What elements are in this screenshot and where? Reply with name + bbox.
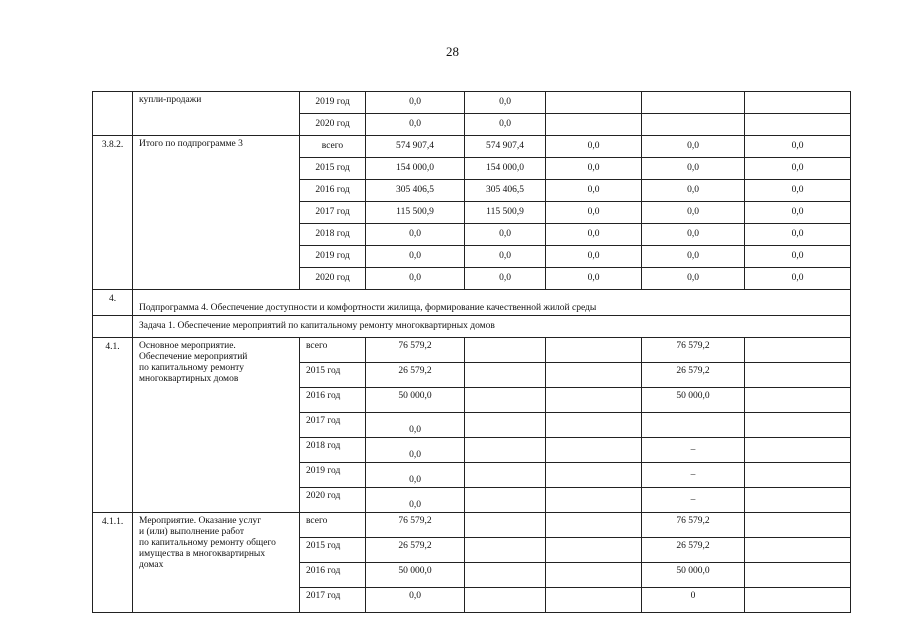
measure-name-line: Обеспечение мероприятий xyxy=(139,352,248,362)
value-cell: 76 579,2 xyxy=(642,338,745,363)
year-cell: 2019 год xyxy=(300,92,366,114)
value-cell: 0,0 xyxy=(546,224,642,246)
value-cell: 0,0 xyxy=(642,136,745,158)
year-cell: всего xyxy=(300,338,366,363)
value-cell: 0,0 xyxy=(745,268,851,290)
value-cell: – xyxy=(642,438,745,463)
value-cell: 0,0 xyxy=(642,202,745,224)
code-cell: 4.1. xyxy=(93,338,133,513)
value-cell: 0,0 xyxy=(366,588,465,613)
value-cell xyxy=(546,438,642,463)
value-cell: 50 000,0 xyxy=(366,563,465,588)
value-cell xyxy=(546,538,642,563)
value-cell: 0,0 xyxy=(366,246,465,268)
value-cell xyxy=(465,538,546,563)
value-cell xyxy=(546,488,642,513)
value-cell: 0,0 xyxy=(366,92,465,114)
value-cell: 76 579,2 xyxy=(366,513,465,538)
value-cell: 574 907,4 xyxy=(465,136,546,158)
value-cell xyxy=(642,114,745,136)
value-cell xyxy=(745,413,851,438)
table-row xyxy=(93,513,851,538)
value-cell: 0,0 xyxy=(745,202,851,224)
value-cell: 26 579,2 xyxy=(366,363,465,388)
task-title: Задача 1. Обеспечение мероприятий по капитальному ремонту многоквартирных домов xyxy=(133,316,851,338)
code-cell xyxy=(93,92,133,136)
year-cell: 2015 год xyxy=(300,363,366,388)
value-cell xyxy=(465,463,546,488)
value-cell xyxy=(546,114,642,136)
value-cell: 0,0 xyxy=(366,413,465,438)
value-cell xyxy=(745,363,851,388)
value-cell: 50 000,0 xyxy=(366,388,465,413)
value-cell: 0,0 xyxy=(642,224,745,246)
value-cell: 305 406,5 xyxy=(366,180,465,202)
year-cell: 2018 год xyxy=(300,224,366,246)
value-cell: 115 500,9 xyxy=(366,202,465,224)
value-cell xyxy=(465,338,546,363)
value-cell xyxy=(546,513,642,538)
year-cell: 2020 год xyxy=(300,268,366,290)
year-cell: 2017 год xyxy=(300,413,366,438)
value-cell xyxy=(465,363,546,388)
year-cell: 2017 год xyxy=(300,202,366,224)
year-cell: 2020 год xyxy=(300,114,366,136)
value-cell: 154 000,0 xyxy=(366,158,465,180)
value-cell xyxy=(642,413,745,438)
value-cell: 0,0 xyxy=(546,136,642,158)
value-cell: 26 579,2 xyxy=(366,538,465,563)
measure-name-line: по капитальному ремонту общего xyxy=(139,538,276,548)
table-row xyxy=(93,338,851,363)
value-cell xyxy=(745,438,851,463)
value-cell xyxy=(546,413,642,438)
value-cell: 0,0 xyxy=(366,268,465,290)
measure-name xyxy=(133,338,300,513)
table-row xyxy=(93,316,851,338)
value-cell: 26 579,2 xyxy=(642,363,745,388)
measure-name-line: домах xyxy=(139,560,164,570)
value-cell xyxy=(745,388,851,413)
value-cell: 0,0 xyxy=(745,136,851,158)
value-cell xyxy=(745,463,851,488)
value-cell: 0,0 xyxy=(366,114,465,136)
code-cell xyxy=(93,316,133,338)
value-cell: 574 907,4 xyxy=(366,136,465,158)
page-number: 28 xyxy=(446,44,459,59)
table-row xyxy=(93,290,851,316)
value-cell xyxy=(546,338,642,363)
value-cell: 26 579,2 xyxy=(642,538,745,563)
code-cell: 4. xyxy=(93,290,133,316)
measure-name-line: Мероприятие. Оказание услуг xyxy=(139,516,262,526)
code-cell: 3.8.2. xyxy=(93,136,133,290)
year-cell: 2015 год xyxy=(300,538,366,563)
value-cell xyxy=(745,114,851,136)
value-cell: 0,0 xyxy=(366,463,465,488)
measure-name-line: Основное мероприятие. xyxy=(139,341,236,351)
value-cell: 305 406,5 xyxy=(465,180,546,202)
value-cell xyxy=(465,588,546,613)
value-cell xyxy=(745,92,851,114)
measure-name-line: многоквартирных домов xyxy=(139,374,239,384)
table-row xyxy=(93,136,851,158)
year-cell: 2020 год xyxy=(300,488,366,513)
year-cell: 2019 год xyxy=(300,463,366,488)
measure-name: Итого по подпрограмме 3 xyxy=(133,136,300,290)
value-cell xyxy=(745,338,851,363)
value-cell xyxy=(465,488,546,513)
value-cell: 0,0 xyxy=(465,224,546,246)
value-cell xyxy=(465,438,546,463)
value-cell xyxy=(745,588,851,613)
value-cell: 0,0 xyxy=(465,114,546,136)
table-row xyxy=(93,92,851,114)
value-cell: 50 000,0 xyxy=(642,563,745,588)
value-cell xyxy=(546,463,642,488)
value-cell xyxy=(642,92,745,114)
value-cell: 0,0 xyxy=(366,438,465,463)
value-cell: 0,0 xyxy=(745,246,851,268)
measure-name: купли-продажи xyxy=(133,92,300,136)
value-cell xyxy=(546,388,642,413)
year-cell: 2016 год xyxy=(300,563,366,588)
value-cell: 0,0 xyxy=(642,268,745,290)
year-cell: 2015 год xyxy=(300,158,366,180)
year-cell: 2018 год xyxy=(300,438,366,463)
value-cell: 0,0 xyxy=(745,158,851,180)
value-cell xyxy=(745,513,851,538)
subprogram-title: Подпрограмма 4. Обеспечение доступности и комфортности жилища, формирование качественной жилой среды xyxy=(133,290,851,316)
value-cell: 0,0 xyxy=(745,180,851,202)
value-cell: 0,0 xyxy=(366,224,465,246)
value-cell: 0,0 xyxy=(546,246,642,268)
value-cell xyxy=(465,388,546,413)
value-cell: – xyxy=(642,463,745,488)
measure-name-line: и (или) выполнение работ xyxy=(139,527,245,537)
value-cell: 0,0 xyxy=(465,92,546,114)
value-cell: 0,0 xyxy=(546,180,642,202)
value-cell: 0,0 xyxy=(465,246,546,268)
value-cell: 154 000,0 xyxy=(465,158,546,180)
value-cell: 0,0 xyxy=(546,202,642,224)
value-cell xyxy=(546,92,642,114)
value-cell xyxy=(546,588,642,613)
measure-name xyxy=(133,513,300,613)
value-cell xyxy=(745,563,851,588)
value-cell: 0,0 xyxy=(546,268,642,290)
year-cell: 2016 год xyxy=(300,388,366,413)
value-cell: 115 500,9 xyxy=(465,202,546,224)
value-cell: 0,0 xyxy=(745,224,851,246)
value-cell: 76 579,2 xyxy=(642,513,745,538)
value-cell xyxy=(546,363,642,388)
year-cell: 2016 год xyxy=(300,180,366,202)
year-cell: 2017 год xyxy=(300,588,366,613)
value-cell: 0,0 xyxy=(465,268,546,290)
value-cell: 0,0 xyxy=(366,488,465,513)
code-cell: 4.1.1. xyxy=(93,513,133,613)
value-cell: 0,0 xyxy=(642,158,745,180)
value-cell: 0,0 xyxy=(642,246,745,268)
measure-name-line: по капитальному ремонту xyxy=(139,363,244,373)
value-cell xyxy=(745,488,851,513)
value-cell: – xyxy=(642,488,745,513)
year-cell: всего xyxy=(300,136,366,158)
value-cell: 0 xyxy=(642,588,745,613)
budget-table xyxy=(92,91,851,613)
year-cell: 2019 год xyxy=(300,246,366,268)
year-cell: всего xyxy=(300,513,366,538)
value-cell xyxy=(546,563,642,588)
value-cell: 0,0 xyxy=(546,158,642,180)
measure-name-line: имущества в многоквартирных xyxy=(139,549,266,559)
value-cell xyxy=(745,538,851,563)
value-cell xyxy=(465,563,546,588)
value-cell xyxy=(465,513,546,538)
value-cell: 0,0 xyxy=(642,180,745,202)
value-cell: 50 000,0 xyxy=(642,388,745,413)
value-cell: 76 579,2 xyxy=(366,338,465,363)
value-cell xyxy=(465,413,546,438)
